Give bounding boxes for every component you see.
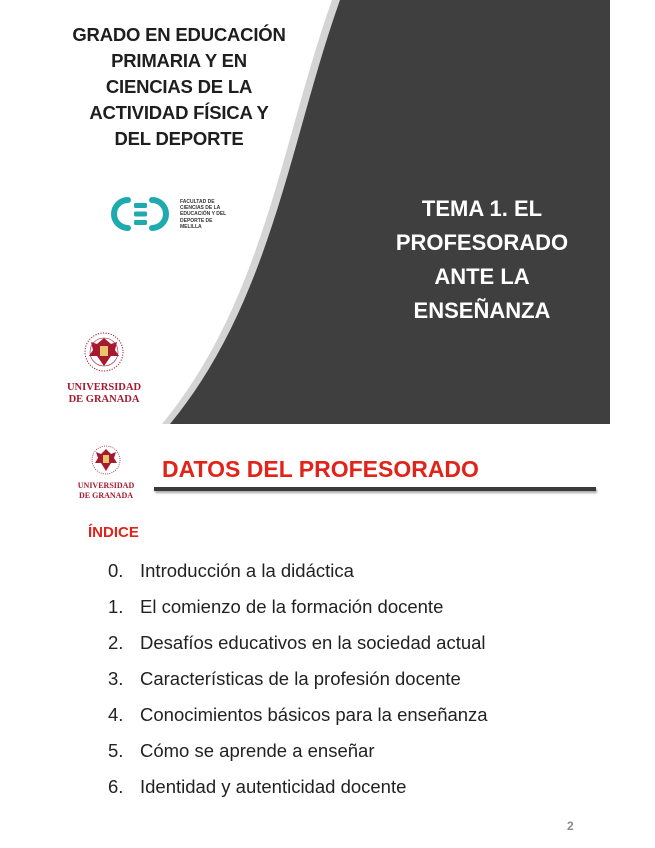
table-of-contents: [108, 560, 488, 812]
section-heading: DATOS DEL PROFESORADO: [162, 456, 479, 482]
index-slide: [44, 432, 610, 842]
toc-item-number: 4.: [108, 704, 124, 725]
toc-item-text: Cómo se aprende a enseñar: [140, 740, 375, 761]
toc-item-number: 1.: [108, 596, 124, 617]
toc-item-text: Introducción a la didáctica: [140, 560, 354, 581]
degree-title-line: DEL DEPORTE: [114, 128, 244, 149]
degree-title: [44, 22, 314, 152]
topic-title: [362, 192, 602, 328]
toc-item-text: Conocimientos básicos para la enseñanza: [140, 704, 488, 725]
ugr-name-line: UNIVERSIDAD: [77, 481, 135, 490]
faculty-caption-line: EDUCACIÓN Y DEL: [180, 211, 227, 218]
title-slide: [44, 0, 610, 424]
faculty-caption-line: MELILLA: [180, 223, 202, 230]
toc-item-number: 6.: [108, 776, 124, 797]
degree-title-line: PRIMARIA Y EN: [111, 50, 247, 71]
ugr-name-line: DE GRANADA: [79, 491, 133, 500]
ugr-name-line: UNIVERSIDAD: [66, 382, 142, 393]
topic-title-line: TEMA 1. EL: [421, 196, 543, 221]
toc-item: [108, 776, 488, 812]
toc-item: [108, 596, 488, 632]
faculty-caption-line: CIENCIAS DE LA: [180, 205, 221, 212]
faculty-caption: [180, 199, 254, 230]
topic-title-line: ANTE LA: [434, 264, 530, 289]
heading-divider: [154, 487, 596, 491]
toc-item-number: 3.: [108, 668, 124, 689]
toc-item-text: Identidad y autenticidad docente: [140, 776, 407, 797]
topic-title-line: PROFESORADO: [395, 230, 569, 255]
toc-item-number: 2.: [108, 632, 124, 653]
ugr-name-line: DE GRANADA: [68, 394, 140, 405]
ugr-crest-logo-icon: [74, 442, 138, 502]
ced-logo-icon: [110, 194, 174, 234]
index-heading: ÍNDICE: [88, 524, 139, 541]
toc-item-text: Desafíos educativos en la sociedad actual: [140, 632, 486, 653]
degree-title-line: CIENCIAS DE LA: [105, 76, 253, 97]
toc-item: [108, 632, 488, 668]
toc-item-text: Características de la profesión docente: [140, 668, 461, 689]
toc-item: [108, 740, 488, 776]
toc-item: [108, 668, 488, 704]
ugr-crest-logo-icon: [62, 328, 146, 408]
degree-title-line: ACTIVIDAD FÍSICA Y: [89, 102, 269, 123]
toc-item: [108, 704, 488, 740]
page-number: 2: [567, 819, 574, 833]
topic-title-line: ENSEÑANZA: [413, 298, 551, 323]
faculty-caption-line: DEPORTE DE: [180, 217, 213, 224]
faculty-caption-line: FACULTAD DE: [180, 199, 215, 205]
degree-title-line: GRADO EN EDUCACIÓN: [72, 24, 286, 45]
toc-item-text: El comienzo de la formación docente: [140, 596, 444, 617]
toc-item: [108, 560, 488, 596]
toc-item-number: 5.: [108, 740, 124, 761]
toc-item-number: 0.: [108, 560, 124, 581]
